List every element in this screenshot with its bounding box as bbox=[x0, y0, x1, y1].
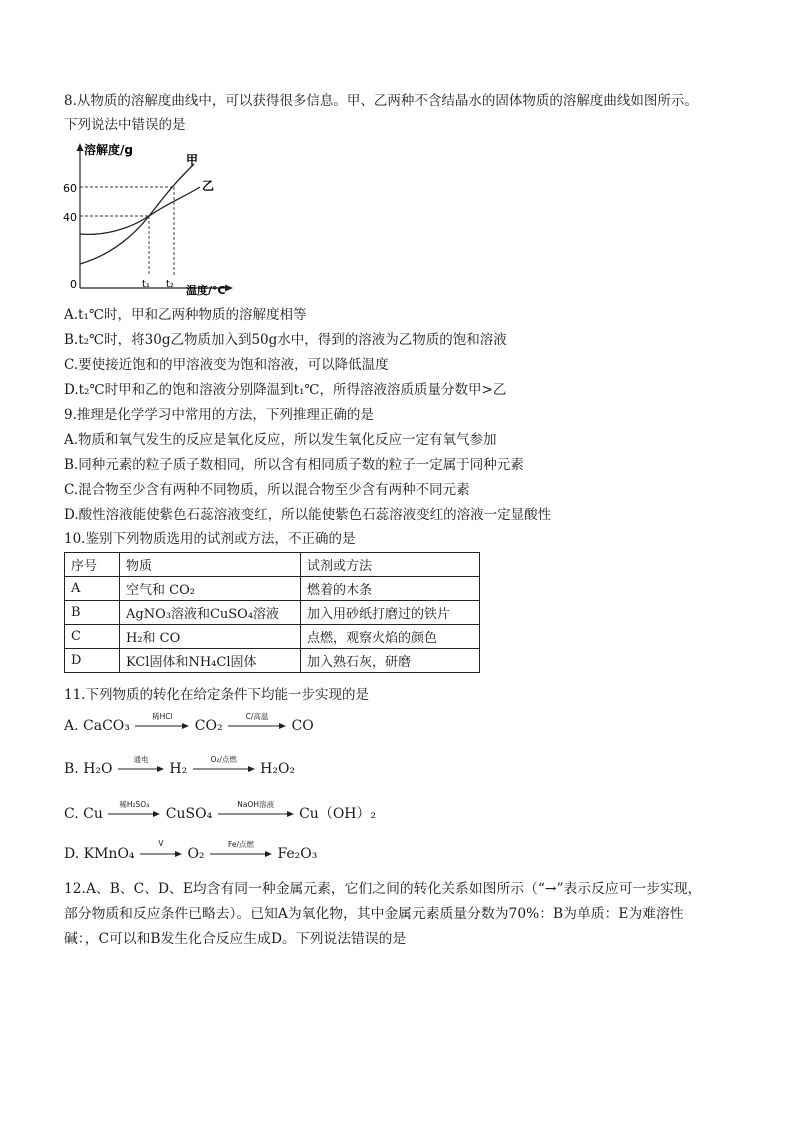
q12-line2: 部分物质和反应条件已略去）。已知A为氧化物，其中金属元素质量分数为70%：B为单质：E为难溶性 bbox=[64, 906, 684, 922]
reaction-arrow bbox=[118, 755, 164, 773]
arrow-condition: 稀H₂SO₄ bbox=[119, 800, 150, 809]
q9-option-b: B.同种元素的粒子质子数相同，所以含有相同质子数的粒子一定属于同种元素 bbox=[64, 457, 524, 473]
y-axis-arrow bbox=[77, 143, 84, 151]
curve-yi-label: 乙 bbox=[202, 179, 215, 193]
intermediate: O₂ bbox=[187, 846, 205, 862]
y-axis-label: 溶解度/g bbox=[84, 143, 133, 157]
q9-option-c: C.混合物至少含有两种不同物质，所以混合物至少含有两种不同元素 bbox=[64, 482, 470, 498]
product: H₂O₂ bbox=[260, 761, 296, 777]
arrow-condition: C/高温 bbox=[245, 712, 269, 721]
cell-method: 燃着的木条 bbox=[301, 577, 480, 601]
arrow-condition: 稀HCl bbox=[152, 712, 173, 721]
q9-stem: 9.推理是化学学习中常用的方法，下列推理正确的是 bbox=[64, 407, 374, 423]
cell-index: B bbox=[65, 601, 120, 625]
reaction-arrow bbox=[135, 712, 189, 730]
reaction-arrow bbox=[210, 840, 272, 858]
q11-stem: 11.下列物质的转化在给定条件下均能一步实现的是 bbox=[64, 687, 369, 703]
x-axis-arrow bbox=[225, 285, 233, 292]
cell-substance: H₂和 CO bbox=[120, 625, 301, 649]
option-label: D. bbox=[64, 846, 80, 862]
q10-table bbox=[64, 552, 480, 673]
x-axis-label: 温度/°C bbox=[186, 284, 226, 297]
arrow-condition: V bbox=[158, 839, 164, 848]
q9-option-a: A.物质和氧气发生的反应是氧化反应，所以发生氧化反应一定有氧气参加 bbox=[64, 432, 497, 448]
reaction-arrow bbox=[228, 712, 286, 730]
header-index: 序号 bbox=[65, 553, 120, 577]
q11-option-b bbox=[64, 755, 296, 777]
y-tick-40: 40 bbox=[63, 211, 77, 224]
arrow-condition: O₂/点燃 bbox=[210, 755, 237, 764]
curve-jia bbox=[80, 164, 194, 264]
cell-method: 点燃，观察火焰的颜色 bbox=[301, 625, 480, 649]
table-header-row bbox=[65, 553, 480, 577]
option-label: B. bbox=[64, 761, 79, 777]
product: CO bbox=[291, 718, 314, 734]
table-row bbox=[65, 601, 480, 625]
intermediate: H₂ bbox=[169, 761, 188, 777]
table-row bbox=[65, 625, 480, 649]
q8-option-c: C.要使接近饱和的甲溶液变为饱和溶液，可以降低温度 bbox=[64, 357, 389, 373]
intermediate: CO₂ bbox=[194, 718, 223, 734]
q11-option-c bbox=[64, 800, 377, 823]
arrow-condition: Fe/点燃 bbox=[227, 840, 255, 849]
header-substance: 物质 bbox=[120, 553, 301, 577]
table-row bbox=[65, 649, 480, 673]
cell-index: C bbox=[65, 625, 120, 649]
cell-method: 加入熟石灰，研磨 bbox=[301, 649, 480, 673]
q8-stem-line2: 下列说法中错误的是 bbox=[64, 117, 186, 133]
reactant: H₂O bbox=[83, 761, 113, 777]
q11-option-a bbox=[64, 712, 314, 734]
arrow-condition: NaOH溶液 bbox=[237, 800, 275, 809]
q8-option-d: D.t₂℃时甲和乙的饱和溶液分别降温到t₁℃，所得溶液溶质质量分数甲>乙 bbox=[64, 382, 507, 398]
header-method: 试剂或方法 bbox=[301, 553, 480, 577]
cell-index: D bbox=[65, 649, 120, 673]
arrow-condition: 通电 bbox=[133, 755, 149, 764]
origin-label: 0 bbox=[70, 278, 77, 291]
q8-option-a: A.t₁℃时，甲和乙两种物质的溶解度相等 bbox=[64, 307, 307, 323]
q12-line1: 12.A、B、C、D、E均含有同一种金属元素，它们之间的转化关系如图所示（“→”表示反应可一步实现， bbox=[64, 881, 702, 897]
cell-substance: 空气和 CO₂ bbox=[120, 577, 301, 601]
reactant: CaCO₃ bbox=[83, 718, 130, 734]
curve-jia-label: 甲 bbox=[186, 153, 199, 167]
reactant: KMnO₄ bbox=[83, 846, 135, 862]
option-label: A. bbox=[64, 718, 79, 734]
y-tick-60: 60 bbox=[63, 182, 77, 195]
option-label: C. bbox=[64, 806, 79, 822]
reaction-arrow bbox=[140, 839, 182, 858]
intermediate: CuSO₄ bbox=[165, 806, 213, 822]
q11-option-d bbox=[64, 839, 318, 862]
product: Fe₂O₃ bbox=[277, 846, 318, 862]
cell-substance: KCl固体和NH₄Cl固体 bbox=[120, 649, 301, 673]
product: Cu（OH）₂ bbox=[299, 806, 377, 822]
reaction-arrow bbox=[108, 800, 160, 818]
cell-substance: AgNO₃溶液和CuSO₄溶液 bbox=[120, 601, 301, 625]
q8-option-b: B.t₂℃时，将30g乙物质加入到50g水中，得到的溶液为乙物质的饱和溶液 bbox=[64, 332, 507, 348]
x-tick-t1: t₁ bbox=[142, 279, 150, 290]
q12-line3: 碱：，C可以和B发生化合反应生成D。下列说法错误的是 bbox=[64, 931, 407, 947]
x-tick-t2: t₂ bbox=[166, 279, 174, 290]
q9-option-d: D.酸性溶液能使紫色石蕊溶液变红，所以能使紫色石蕊溶液变红的溶液一定显酸性 bbox=[64, 507, 552, 523]
cell-method: 加入用砂纸打磨过的铁片 bbox=[301, 601, 480, 625]
q10-stem: 10.鉴别下列物质选用的试剂或方法，不正确的是 bbox=[64, 531, 356, 547]
reaction-arrow bbox=[218, 800, 294, 818]
reactant: Cu bbox=[83, 806, 103, 822]
table-row bbox=[65, 577, 480, 601]
q8-stem-line1: 8.从物质的溶解度曲线中，可以获得很多信息。甲、乙两种不含结晶水的固体物质的溶解度曲线如图所示。 bbox=[64, 93, 698, 109]
solubility-chart bbox=[62, 138, 242, 300]
reaction-arrow bbox=[193, 755, 255, 773]
cell-index: A bbox=[65, 577, 120, 601]
